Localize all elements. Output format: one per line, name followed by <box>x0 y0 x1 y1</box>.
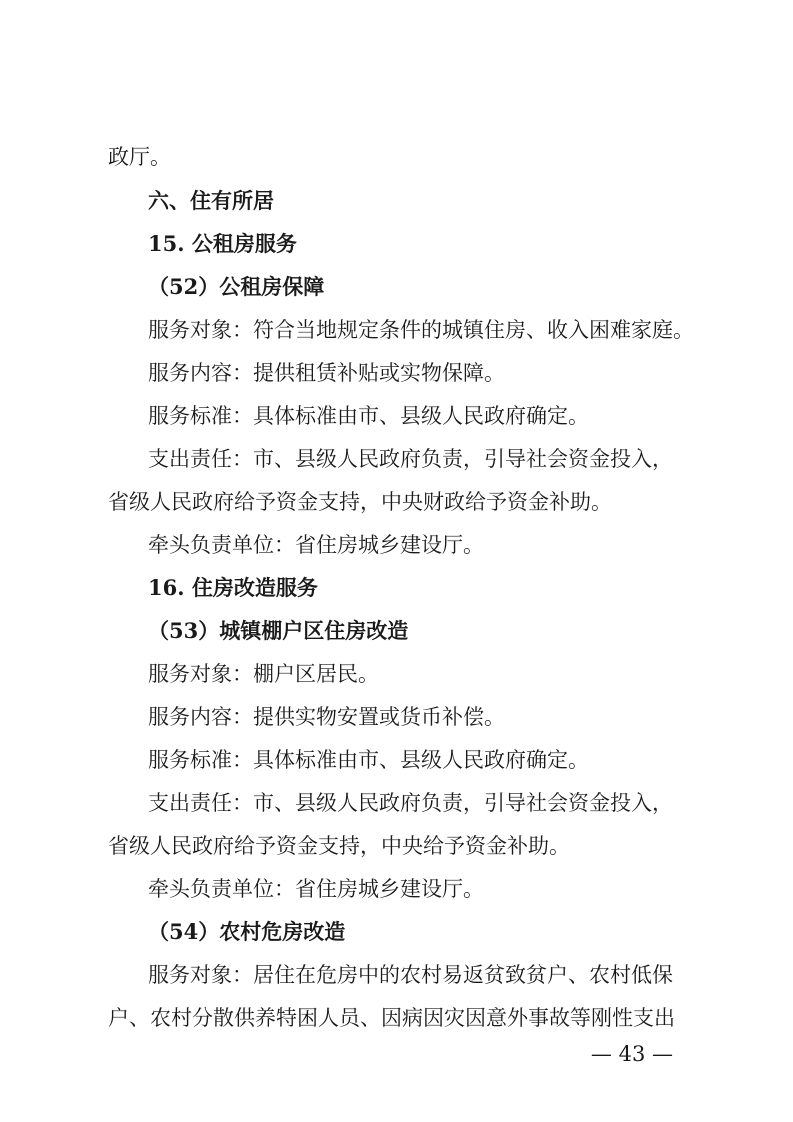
subsection-heading: 15. 公租房服务 <box>148 231 297 256</box>
body-line: 牵头负责单位：省住房城乡建设厅。 <box>148 877 484 901</box>
body-line-continuation: 户、农村分散供养特困人员、因病因灾因意外事故等刚性支出 <box>108 1006 675 1030</box>
item-heading: （53）城镇棚户区住房改造 <box>148 618 409 643</box>
body-line: 服务标准：具体标准由市、县级人民政府确定。 <box>148 748 589 772</box>
body-line-continuation: 省级人民政府给予资金支持，中央给予资金补助。 <box>108 834 570 858</box>
body-line: 服务标准：具体标准由市、县级人民政府确定。 <box>148 404 589 428</box>
body-line: 服务对象：棚户区居民。 <box>148 662 379 686</box>
body-line: 支出责任：市、县级人民政府负责，引导社会资金投入， <box>148 791 673 815</box>
body-line: 服务对象：居住在危房中的农村易返贫致贫户、农村低保 <box>148 963 673 987</box>
body-line: 服务内容：提供租赁补贴或实物保障。 <box>148 361 505 385</box>
body-line-continuation: 政厅。 <box>108 145 171 169</box>
section-heading: 六、住有所居 <box>148 188 274 213</box>
body-line-continuation: 省级人民政府给予资金支持，中央财政给予资金补助。 <box>108 490 612 514</box>
body-line: 牵头负责单位：省住房城乡建设厅。 <box>148 533 484 557</box>
item-heading: （52）公租房保障 <box>148 274 325 299</box>
subsection-heading: 16. 住房改造服务 <box>148 575 318 600</box>
body-line: 支出责任：市、县级人民政府负责，引导社会资金投入， <box>148 447 673 471</box>
body-line: 服务对象：符合当地规定条件的城镇住房、收入困难家庭。 <box>148 318 694 342</box>
item-heading: （54）农村危房改造 <box>148 919 346 944</box>
body-line: 服务内容：提供实物安置或货币补偿。 <box>148 705 505 729</box>
page-number: — 43 — <box>590 1042 673 1066</box>
